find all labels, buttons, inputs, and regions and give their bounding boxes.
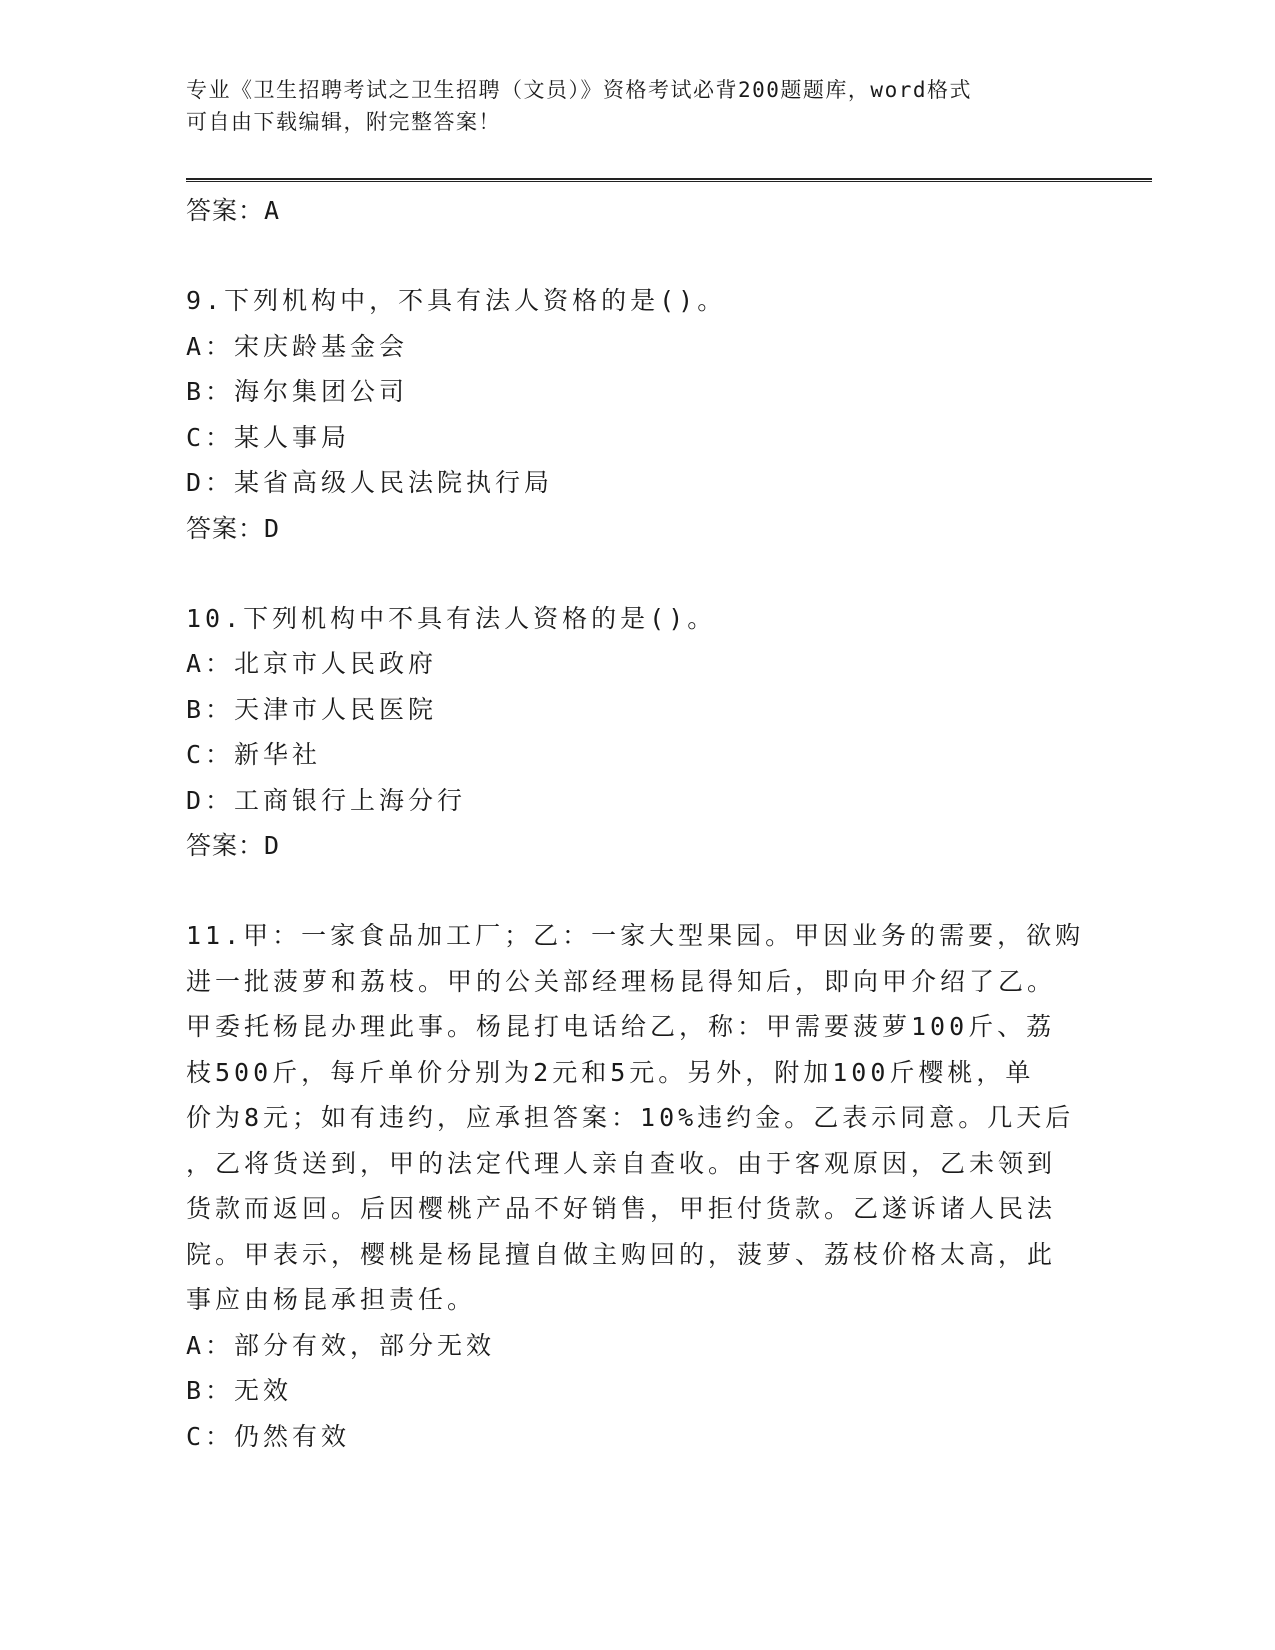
question-stem: 9.下列机构中，不具有法人资格的是()。	[186, 286, 727, 315]
question-stem-line: 11.甲：一家食品加工厂；乙：一家大型果园。甲因业务的需要，欲购	[186, 921, 1085, 950]
option-a: A：宋庆龄基金会	[186, 331, 409, 361]
option-b: B：天津市人民医院	[186, 694, 438, 724]
question-stem-line: 进一批菠萝和荔枝。甲的公关部经理杨昆得知后，即向甲介绍了乙。	[186, 966, 1057, 996]
previous-answer: 答案：A	[186, 196, 281, 225]
option-c: C：新华社	[186, 740, 322, 769]
option-a: A：北京市人民政府	[186, 649, 438, 678]
header-line-2: 可自由下载编辑，附完整答案！	[186, 110, 501, 134]
question-stem-line: 事应由杨昆承担责任。	[186, 1285, 477, 1314]
answer: 答案：D	[186, 831, 281, 860]
document-header	[186, 74, 1066, 138]
question-stem-line: 枝500斤，每斤单价分别为2元和5元。另外，附加100斤樱桃，单	[186, 1057, 1035, 1087]
option-c: C：仍然有效	[186, 1421, 351, 1451]
option-b: B：无效	[186, 1376, 293, 1405]
question-list	[186, 188, 1086, 1459]
question-stem: 10.下列机构中不具有法人资格的是()。	[186, 603, 717, 633]
question-stem-line: 甲委托杨昆办理此事。杨昆打电话给乙，称：甲需要菠萝100斤、荔	[186, 1012, 1056, 1041]
option-a: A：部分有效，部分无效	[186, 1330, 496, 1360]
question-stem-line: 货款而返回。后因樱桃产品不好销售，甲拒付货款。乙遂诉诸人民法	[186, 1194, 1057, 1223]
question-9	[186, 278, 1086, 551]
question-stem-line: 院。甲表示，樱桃是杨昆擅自做主购回的，菠萝、荔枝价格太高，此	[186, 1239, 1057, 1269]
option-c: C：某人事局	[186, 422, 351, 452]
header-divider	[186, 178, 1152, 182]
option-d: D：某省高级人民法院执行局	[186, 468, 554, 497]
option-b: B：海尔集团公司	[186, 377, 409, 406]
header-line-1: 专业《卫生招聘考试之卫生招聘（文员）》资格考试必背200题题库，word格式	[186, 78, 972, 102]
question-stem-line: ，乙将货送到，甲的法定代理人亲自查收。由于客观原因，乙未领到	[186, 1148, 1057, 1178]
option-d: D：工商银行上海分行	[186, 785, 467, 815]
answer: 答案：D	[186, 513, 281, 543]
question-11	[186, 913, 1086, 1459]
question-stem-line: 价为8元；如有违约，应承担答案：10%违约金。乙表示同意。几天后	[186, 1103, 1075, 1132]
question-10	[186, 596, 1086, 869]
